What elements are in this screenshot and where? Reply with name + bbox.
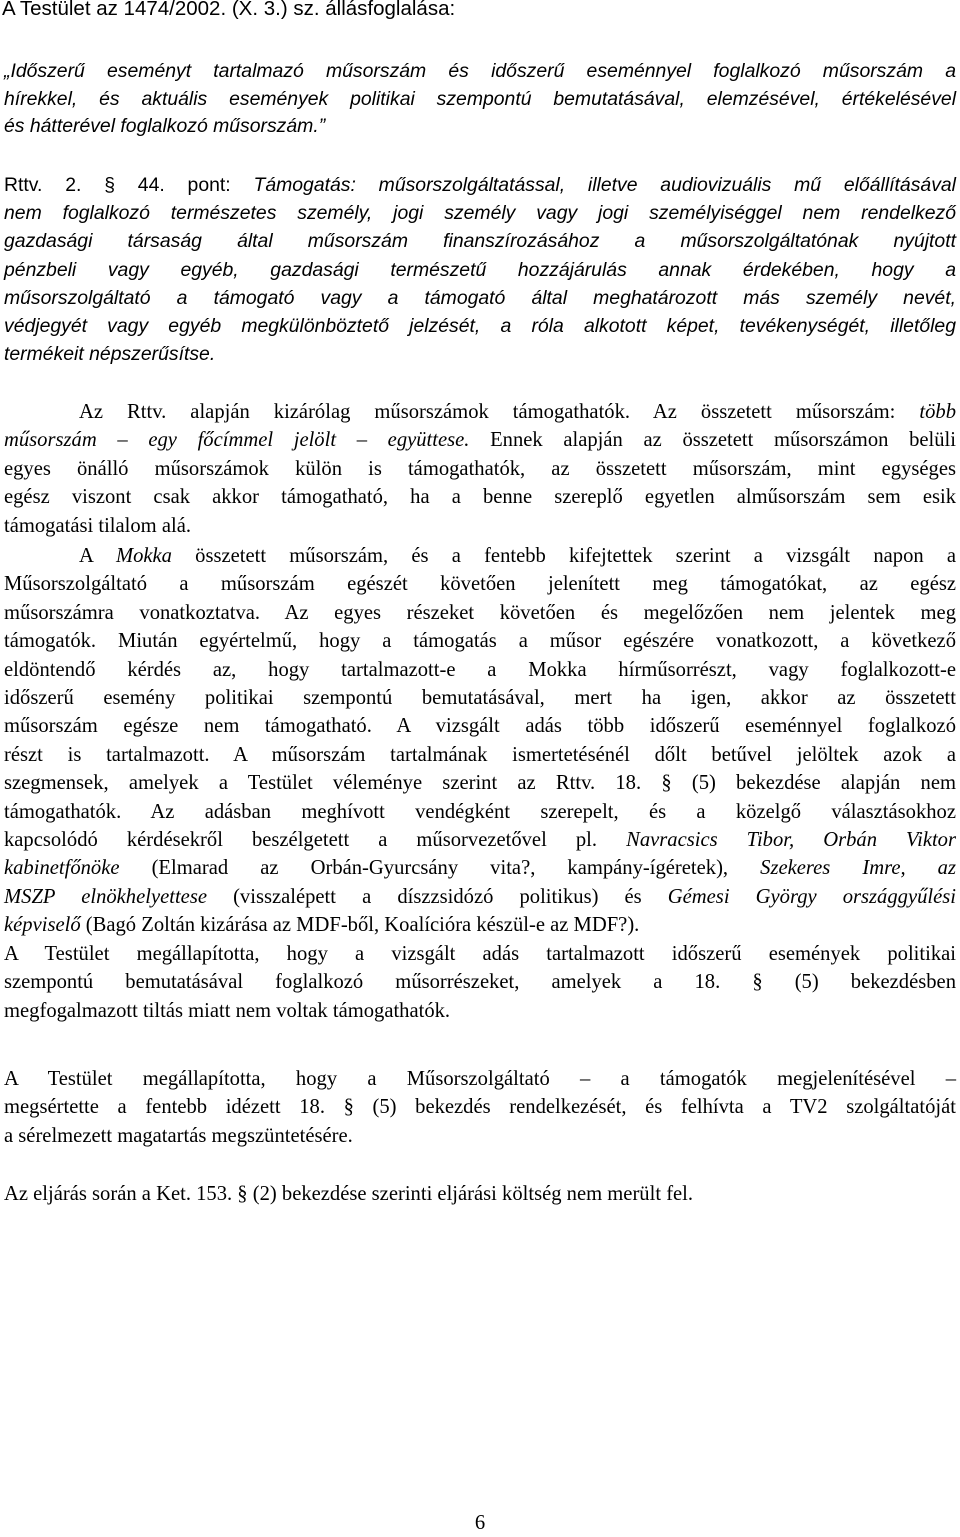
paragraph-mokka [4,542,956,1025]
paragraph-line: szempontú bemutatásával foglalkozó műsorrészeket, amelyek a 18. § (5) bekezdésben [4,971,956,994]
quote-line: hírekkel, és aktuális események politikai szempontú bemutatásával, elemzésével, értékelésével [4,87,956,110]
italic-run: Mokka [115,545,172,567]
italic-run: kabinetfőnöke [4,857,120,880]
paragraph-line: részt is tartalmazott. A műsorszám tartalmának ismertetésénél dőlt betűvel jelöltek azok a [4,743,956,766]
definition-line: pénzbeli vagy egyéb, gazdasági természetű hozzájárulás annak érdekében, hogy a [4,258,956,281]
paragraph-line [4,883,956,911]
paragraph-line [4,542,956,570]
paragraph-line: Az eljárás során a Ket. 153. § (2) bekezdése szerinti eljárási költség nem merült fel. [4,1183,694,1205]
italic-run: Szekeres Imre, az [760,857,956,880]
definition-line: műsorszolgáltató a támogató vagy a támogató által meghatározott más személy nevét, [4,286,956,309]
text-run: A [79,545,116,567]
italic-run: Gémesi György országgyűlési [667,885,956,908]
text-run: Ennek alapján az összetett műsorszámon belüli [469,429,956,452]
paragraph-line: egész viszont csak akkor támogatható, ha a benne szereplő egyetlen alműsorszám sem esik [4,486,956,509]
paragraph-composite-program [4,398,956,540]
paragraph-line: megfogalmazott tiltás miatt nem voltak támogathatók. [4,999,451,1022]
text-run: kapcsolódó kérdésekről beszélgetett a műsorvezetővel pl. [4,829,627,852]
paragraph-procedure-cost [4,1180,956,1208]
paragraph-line: Műsorszolgáltató a műsorszám egészét követően jelenített meg támogatókat, az egész [4,573,956,596]
paragraph-line [4,398,956,426]
paragraph-line: A Testület megállapította, hogy a Műsorszolgáltató – a támogatók megjelenítésével – [4,1068,956,1090]
italic-run: műsorszám – egy főcímmel jelölt – együttese. [4,429,470,452]
paragraph-line: időszerű esemény politikai szempontú bemutatásával, mert ha igen, akkor az összetett [4,687,956,710]
paragraph-line: szegmensek, amelyek a Testület véleménye szerint az Rttv. 18. § (5) bekezdése alapján nem [4,772,956,795]
rttv-definition [4,171,956,368]
paragraph-line: a sérelmezett magatartás megszüntetésére. [4,1124,353,1147]
text-run: (Bagó Zoltán kizárása az MDF-ből, Koalícióra készül-e az MDF?). [80,914,640,937]
paragraph-line [4,426,956,454]
quote-line: és hátterével foglalkozó műsorszám.” [4,115,326,138]
page-number: 6 [474,1512,486,1534]
definition-text: Támogatás: műsorszolgáltatással, illetve audiovizuális mű előállításával [253,174,956,196]
text-run: (visszalépett a díszzsidózó politikus) és [206,885,668,908]
text-run: (Elmarad az Orbán-Gyurcsány vita?, kampány-ígéretek), [119,857,761,880]
paragraph-line: megsértette a fentebb idézett 18. § (5) bekezdés rendelkezését, és felhívta a TV2 szolgáltatóját [4,1096,956,1119]
definition-line: nem foglalkozó természetes személy, jogi személy vagy jogi személyiséggel nem rendelkező [4,202,956,225]
resolution-heading: A Testület az 1474/2002. (X. 3.) sz. állásfoglalása: [2,0,456,20]
paragraph-line [4,826,956,854]
rttv-reference: Rttv. 2. § 44. pont: [4,174,254,196]
italic-run: képviselő [4,914,81,937]
paragraph-line: egyes önálló műsorszámok külön is támogathatók, az összetett műsorszám, mint egységes [4,457,956,480]
definition-line [4,171,956,199]
paragraph-line: A Testület megállapította, hogy a vizsgált adás tartalmazott időszerű események politikai [4,942,956,965]
paragraph-line [4,911,956,939]
quote-line: „Időszerű eseményt tartalmazó műsorszám és időszerű eseménnyel foglalkozó műsorszám a [4,60,956,82]
text-run: összetett műsorszám, és a fentebb kifejtettek szerint a vizsgált napon a [171,545,957,567]
definition-line: termékeit népszerűsítse. [4,343,216,366]
paragraph-line: műsorszám egésze nem támogatható. A vizsgált adás több időszerű eseménnyel foglalkozó [4,715,956,738]
text-run: Az Rttv. alapján kizárólag műsorszámok támogathatók. Az összetett műsorszám: [79,401,920,423]
paragraph-violation [4,1065,956,1150]
italic-run: több [919,401,956,423]
definition-line: gazdasági társaság által műsorszám finanszírozásához a műsorszolgáltatónak nyújtott [4,230,956,253]
italic-run: MSZP elnökhelyettese [4,885,207,908]
paragraph-line: műsorszámra vonatkoztatva. Az egyes részeket követően és megelőzően nem jelentek meg [4,601,956,624]
paragraph-line: eldöntendő kérdés az, hogy tartalmazott-e a Mokka hírműsorrészt, vagy foglalkozott-e [4,658,956,681]
paragraph-line: támogatási tilalom alá. [4,514,192,537]
italic-run: Navracsics Tibor, Orbán Viktor [626,829,956,852]
paragraph-line [4,854,956,882]
paragraph-line: támogathatók. Az adásban meghívott vendégként szerepelt, és a közelgő választásokhoz [4,800,956,823]
paragraph-line: támogatók. Miután egyértelmű, hogy a támogatás a műsor egészére vonatkozott, a következő [4,630,956,653]
quoted-definition [4,58,956,141]
definition-line: védjegyét vagy egyéb megkülönböztető jelzését, a róla alkotott képet, tevékenységét, illetőleg [4,315,956,338]
